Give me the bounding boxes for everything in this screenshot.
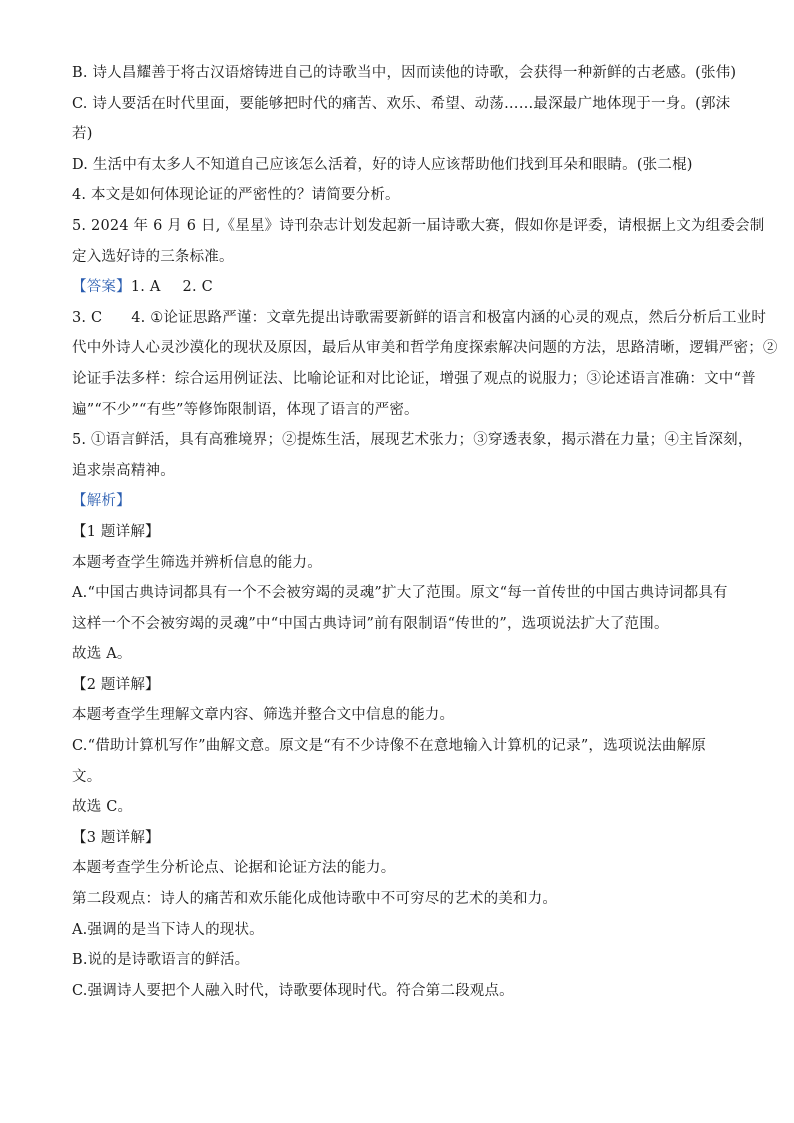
option-c-line: C. 诗人要活在时代里面，要能够把时代的痛苦、欢乐、希望、动荡……最深最广地体现于一身。(郭沫	[72, 95, 731, 112]
detail-line: 【2 题详解】	[72, 676, 160, 693]
detail-line: C.“借助计算机写作”曲解文意。原文是“有不少诗像不在意地输入计算机的记录”，选项说法曲解原	[72, 738, 707, 755]
answer-text-line: 论证手法多样：综合运用例证法、比喻论证和对比论证，增强了观点的说服力；③论述语言准确：文中“普	[72, 370, 756, 387]
answer-tag: 【答案】	[72, 279, 131, 296]
answer-line	[72, 272, 732, 303]
option-c-line-cont: 若)	[72, 126, 93, 143]
answer-text-line: 5. ①语言鲜活，具有高雅境界；②提炼生活，展现艺术张力；③穿透表象，揭示潜在力量；④主旨深刻，	[72, 432, 753, 449]
detail-line: 文。	[72, 768, 102, 785]
detail-line: B.说的是诗歌语言的鲜活。	[72, 952, 250, 969]
detail-line: 【1 题详解】	[72, 523, 160, 540]
answer-text-line: 代中外诗人心灵沙漠化的现状及原因，最后从审美和哲学角度探索解决问题的方法，思路清晰，逻辑严密；②	[72, 340, 778, 357]
answer-text-line: 3. C 4. ①论证思路严谨：文章先提出诗歌需要新鲜的语言和极富内涵的心灵的观点，然后分析后工业时	[72, 309, 767, 326]
option-d-line: D. 生活中有太多人不知道自己应该怎么活着，好的诗人应该帮助他们找到耳朵和眼睛。(张二棍)	[72, 156, 693, 173]
detail-line: A.“中国古典诗词都具有一个不会被穷竭的灵魂”扩大了范围。原文“每一首传世的中国古典诗词都具有	[72, 585, 728, 602]
detail-line: 故选 A。	[72, 646, 132, 663]
document-page	[72, 58, 778, 1006]
answer-1: 1. A	[130, 279, 161, 296]
answer-text-line: 追求崇高精神。	[72, 462, 175, 479]
question-4: 4. 本文是如何体现论证的严密性的？请简要分析。	[72, 187, 400, 204]
option-b-line: B. 诗人昌耀善于将古汉语熔铸进自己的诗歌当中，因而读他的诗歌，会获得一种新鲜的古老感。(张伟)	[72, 65, 737, 81]
detail-line: 本题考查学生分析论点、论据和论证方法的能力。	[72, 860, 396, 877]
detail-line: 故选 C。	[72, 799, 133, 816]
answer-text-line: 遍”“不少”“有些”等修饰限制语，体现了语言的严密。	[72, 401, 419, 418]
question-5-cont: 定入选好诗的三条标准。	[72, 248, 234, 265]
detail-line: A.强调的是当下诗人的现状。	[72, 921, 264, 938]
detail-line: 【3 题详解】	[72, 829, 160, 846]
detail-line: C.强调诗人要把个人融入时代，诗歌要体现时代。符合第二段观点。	[72, 982, 514, 999]
analysis-tag: 【解析】	[72, 493, 131, 510]
question-5: 5. 2024 年 6 月 6 日,《星星》诗刊杂志计划发起新一届诗歌大赛，假如你是评委，请根据上文为组委会制	[72, 217, 765, 234]
detail-line: 这样一个不会被穷竭的灵魂”中“中国古典诗词”前有限制语“传世的”，选项说法扩大了范围。	[72, 615, 669, 632]
answer-2: 2. C	[182, 279, 213, 296]
detail-line: 本题考查学生筛选并辨析信息的能力。	[72, 554, 322, 571]
detail-line: 第二段观点：诗人的痛苦和欢乐能化成他诗歌中不可穷尽的艺术的美和力。	[72, 891, 558, 908]
detail-line: 本题考查学生理解文章内容、筛选并整合文中信息的能力。	[72, 707, 455, 724]
